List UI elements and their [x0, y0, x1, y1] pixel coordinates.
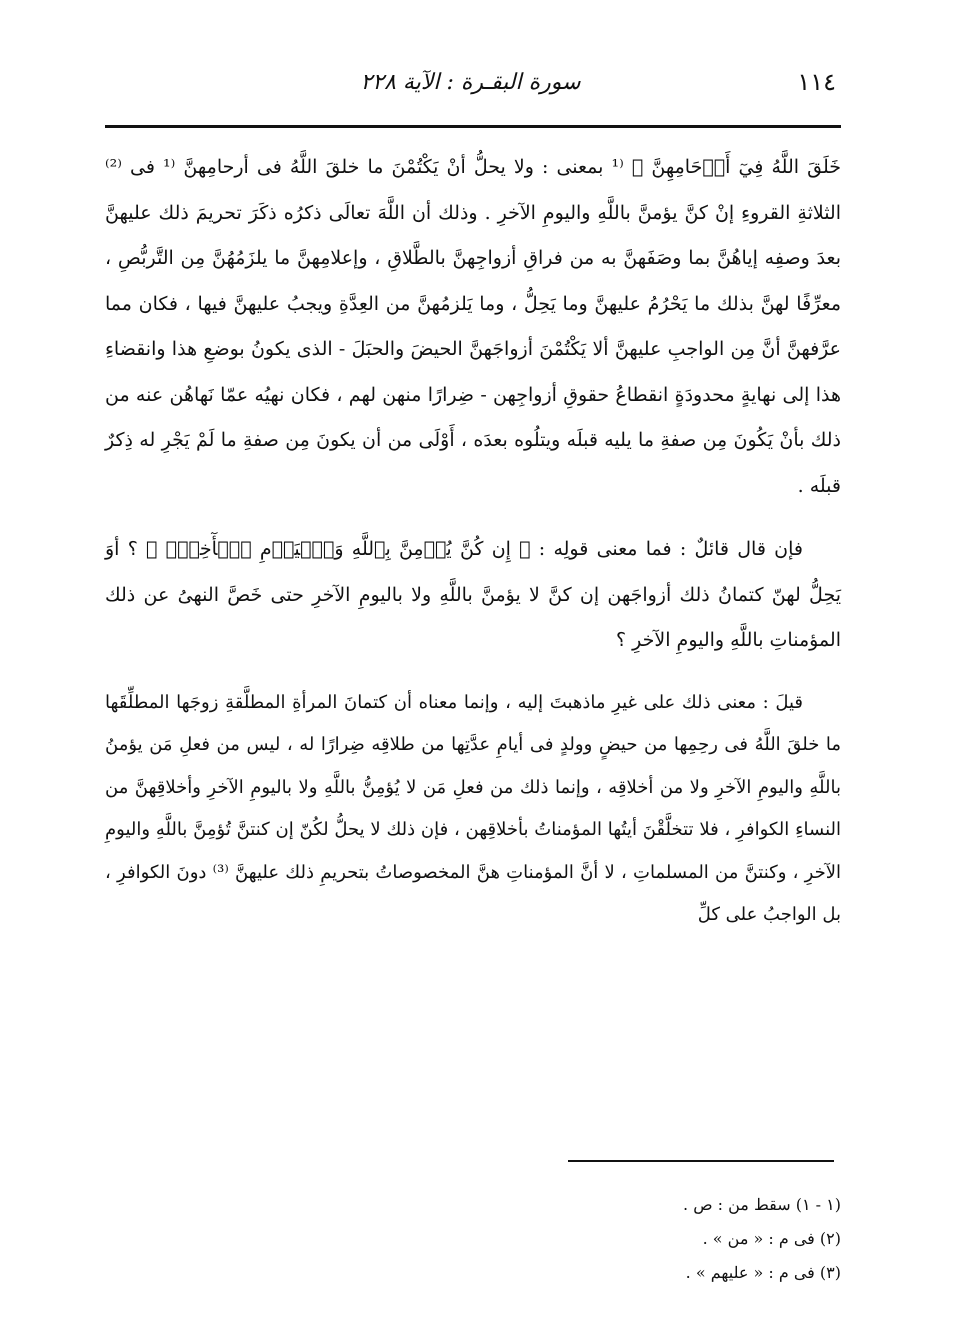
- header-rule: [105, 125, 841, 128]
- page-header: [105, 66, 836, 106]
- paragraph-2: فإن قال قائلٌ : فما معنى قولِه : ﴿ إِن كُنَّ يُؤۡمِنَّ بِٱللَّهِ وَٱلۡيَوۡمِ ٱلۡأٓخِرِۚ ﴾ ؟ أوَ يَحِلُّ لهنّ كتمانُ ذلك أزواجَهن إن كنَّ لا يؤمنَّ باللَّهِ ولا باليومِ الآخرِ حتى خَصَّ النهىُ عن ذلك المؤمناتِ باللَّهِ واليومِ الآخرِ ؟: [105, 538, 841, 651]
- footnote-1: (١ - ١) سقط من : ص .: [683, 1195, 841, 1214]
- footnotes: [105, 1188, 841, 1290]
- footnote-3: (٣) فى م : « عليهم » .: [685, 1263, 841, 1282]
- running-head: سورة البقـرة : الآية ٢٢٨: [360, 70, 581, 95]
- body-text: [105, 145, 841, 955]
- footnote-2: (٢) فى م : « من » .: [702, 1229, 841, 1248]
- paragraph-3: قيلَ : معنى ذلك على غيرِ ماذهبتَ إليه ، وإنما معناه أن كتمانَ المرأةِ المطلَّقةِ زوجَها المطلِّقَها ما خلقَ اللَّهُ فى رحِمِها من حيضٍ وولدٍ فى أيامِ عدَّتِها من طلاقِه ضِرارًا له ، ليس من فعلِ مَن يؤمنُ باللَّهِ واليومِ الآخرِ ولا من أخلاقِه ، وإنما ذلك من فعلِ مَن لا يُؤمِنُّ باللَّهِ ولا باليومِ الآخرِ وأخلاقِهنَّ من النساءِ الكوافرِ ، فلا تتخلَّقْنَ أيتُها المؤمناتُ بأخلاقِهن ، فإن ذلك لا يحلُّ لكُنّ إن كنتنَّ تُؤمِنَّ باللَّهِ واليومِ الآخرِ ، وكنتنَّ من المسلماتِ ، لا أنَّ المؤمناتِ هنَّ المخصوصاتُ بتحريمِ ذلك عليهنَّ ⁽³⁾ دونَ الكوافرِ ، بل الواجبُ على كلِّ: [105, 691, 841, 925]
- footnote-rule: [568, 1160, 834, 1162]
- page-number: ١١٤: [797, 68, 836, 96]
- paragraph-1: خَلَقَ اللَّهُ فِيٓ أَرۡحَامِهِنَّ ﴾ ⁽¹ بمعنى : ولا يحلُّ أنْ يَكْتُمْنَ ما خلقَ اللَّهُ فى أرحامِهنَّ ⁽¹ فى ⁽²⁾ الثلاثةِ القروءِ إنْ كنَّ يؤمنَّ باللَّهِ واليومِ الآخرِ . وذلك أن اللَّهَ تعالَى ذكرُه ذكَرَ تحريمَ ذلك عليهنَّ بعدَ وصفِه إياهُنَّ بما وصَفَهنَّ به من فراقِ أزواجِهنَّ بالطَّلاقِ ، وإعلامِهنَّ ما يلزَمُهُنَّ مِن التَّربُّصِ ، معرِّفًا لهنَّ بذلك ما يَحْرُمُ عليهنَّ وما يَحِلُّ ، وما يَلزمُهنَّ من العِدَّةِ ويجبُ عليهنَّ فيها ، فكان مما عرَّفهنَّ أنَّ مِن الواجبِ عليهنَّ ألا يَكْتُمْنَ أزواجَهنَّ الحيضَ والحبَلَ - الذى يكونُ بوضعِ هذا وانقضاءِ هذا إلى نهايةٍ محدودَةٍ انقطاعُ حقوقِ أزواجِهن - ضِرارًا منهن لهم ، فكان نهيُه عمّا نَهاهُن عنه من ذلك بأنْ يَكُونَ مِن صفةِ ما يليه قبلَه ويتلُوه بعدَه ، أَوْلَى من أن يكونَ مِن صفةِ ما لَمْ يَجْرِ له ذِكرٌ قبلَه .: [105, 156, 841, 497]
